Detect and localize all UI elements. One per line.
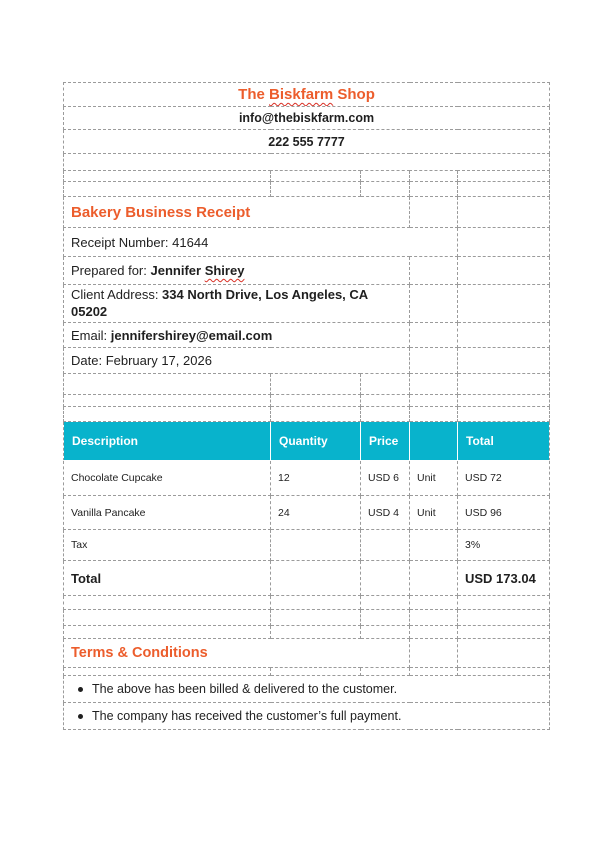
empty-cell [271,610,361,626]
shop-email: info@thebiskfarm.com [64,107,550,130]
item-quantity: 12 [271,461,361,496]
empty-cell [458,348,550,374]
empty-cell [361,182,410,197]
empty-cell [458,407,550,422]
empty-cell [361,561,410,596]
header-total: Total [458,422,550,461]
client-first-name: Jennifer [150,263,205,278]
receipt-document-grid [63,82,550,730]
empty-cell [361,530,410,561]
empty-cell [458,668,550,676]
empty-cell [64,395,271,407]
client-address-value: 334 North Drive, Los Angeles, CA 05202 [71,287,368,319]
empty-cell [410,626,458,639]
tax-label: Tax [64,530,271,561]
empty-cell [361,395,410,407]
empty-cell [458,374,550,395]
empty-cell [64,374,271,395]
empty-cell [410,668,458,676]
terms-bullet-text: The company has received the customer’s full payment. [92,709,402,723]
tax-row [64,530,550,561]
empty-cell [271,596,361,610]
empty-cell [271,182,361,197]
empty-cell [410,639,458,668]
header-unit [410,422,458,461]
empty-cell [458,257,550,285]
empty-cell [64,171,271,182]
spacer-row [64,374,550,395]
empty-cell [271,561,361,596]
spacer-row [64,596,550,610]
shop-email-row [64,107,550,130]
shop-name-spellcheck: Biskfarm [269,86,334,103]
empty-cell [410,348,458,374]
empty-cell [64,407,271,422]
bullet-line [71,682,547,696]
empty-cell [361,171,410,182]
shop-name-part1: The [238,86,270,103]
shop-name-row [64,83,550,107]
shop-name-part2: Shop [333,86,375,103]
receipt-number-row [64,228,550,257]
total-row [64,561,550,596]
empty-cell [410,374,458,395]
prepared-for-label: Prepared for: [71,263,151,278]
empty-cell [458,182,550,197]
terms-title-row [64,639,550,668]
client-email-cell [64,323,410,348]
tax-value: 3% [458,530,550,561]
receipt-section-title: Bakery Business Receipt [64,197,410,228]
empty-cell [64,610,271,626]
terms-bullet-cell [64,676,550,703]
empty-cell [64,626,271,639]
receipt-number-label: Receipt Number: [71,234,173,250]
item-total: USD 72 [458,461,550,496]
date-label: Date: [71,353,106,368]
empty-cell [361,374,410,395]
client-email-row [64,323,550,348]
empty-cell [458,639,550,668]
empty-cell [410,182,458,197]
item-row [64,496,550,530]
empty-cell [361,596,410,610]
item-price: USD 6 [361,461,410,496]
empty-cell [410,530,458,561]
terms-bullet-row [64,703,550,730]
empty-cell [271,530,361,561]
empty-cell [410,197,458,228]
empty-cell [64,596,271,610]
empty-cell [271,407,361,422]
empty-cell [458,626,550,639]
empty-cell [271,171,361,182]
client-address-row [64,285,550,323]
empty-cell [410,561,458,596]
empty-cell [361,610,410,626]
bullet-line [71,709,547,723]
prepared-for-cell [64,257,410,285]
date-cell [64,348,410,374]
empty-cell [458,596,550,610]
empty-cell [271,626,361,639]
shop-phone-row [64,130,550,154]
receipt-title-row [64,197,550,228]
spacer-row [64,668,550,676]
shop-phone: 222 555 7777 [64,130,550,154]
terms-bullet-text: The above has been billed & delivered to the customer. [92,682,398,696]
spacer-row [64,182,550,197]
total-value: USD 173.04 [458,561,550,596]
empty-cell [64,154,550,171]
empty-cell [64,668,271,676]
client-address-cell [64,285,410,323]
terms-section-title: Terms & Conditions [64,639,410,668]
spacer-row [64,626,550,639]
spacer-row [64,171,550,182]
receipt-number-cell [64,228,458,257]
spacer-row [64,610,550,626]
item-row [64,461,550,496]
item-total: USD 96 [458,496,550,530]
header-quantity: Quantity [271,422,361,461]
empty-cell [410,596,458,610]
client-address-label: Client Address: [71,287,163,302]
empty-cell [410,610,458,626]
empty-cell [458,395,550,407]
shop-name-cell [64,83,550,107]
items-header-row [64,422,550,461]
item-unit: Unit [410,496,458,530]
empty-cell [458,285,550,323]
item-description: Chocolate Cupcake [64,461,271,496]
empty-cell [410,285,458,323]
empty-cell [271,374,361,395]
terms-bullet-cell [64,703,550,730]
empty-cell [361,626,410,639]
empty-cell [271,668,361,676]
spacer-row [64,395,550,407]
header-price: Price [361,422,410,461]
receipt-number-value: 41644 [172,234,209,250]
empty-cell [410,323,458,348]
bullet-icon [78,714,83,719]
empty-cell [410,395,458,407]
header-description: Description [64,422,271,461]
empty-cell [271,395,361,407]
empty-cell [410,171,458,182]
empty-cell [458,171,550,182]
empty-cell [410,257,458,285]
empty-cell [458,323,550,348]
item-unit: Unit [410,461,458,496]
empty-cell [458,228,550,257]
total-label: Total [64,561,271,596]
spacer-row [64,407,550,422]
prepared-for-row [64,257,550,285]
empty-cell [361,668,410,676]
client-last-name-spellcheck: Shirey [204,263,245,278]
empty-cell [64,182,271,197]
spacer-row [64,154,550,171]
item-quantity: 24 [271,496,361,530]
client-email-value: jennifershirey@email.com [110,327,273,343]
client-email-label: Email: [71,327,111,343]
empty-cell [361,407,410,422]
item-price: USD 4 [361,496,410,530]
bullet-icon [78,687,83,692]
date-row [64,348,550,374]
empty-cell [410,407,458,422]
empty-cell [458,610,550,626]
empty-cell [458,197,550,228]
terms-bullet-row [64,676,550,703]
date-value: February 17, 2026 [105,353,212,368]
item-description: Vanilla Pancake [64,496,271,530]
